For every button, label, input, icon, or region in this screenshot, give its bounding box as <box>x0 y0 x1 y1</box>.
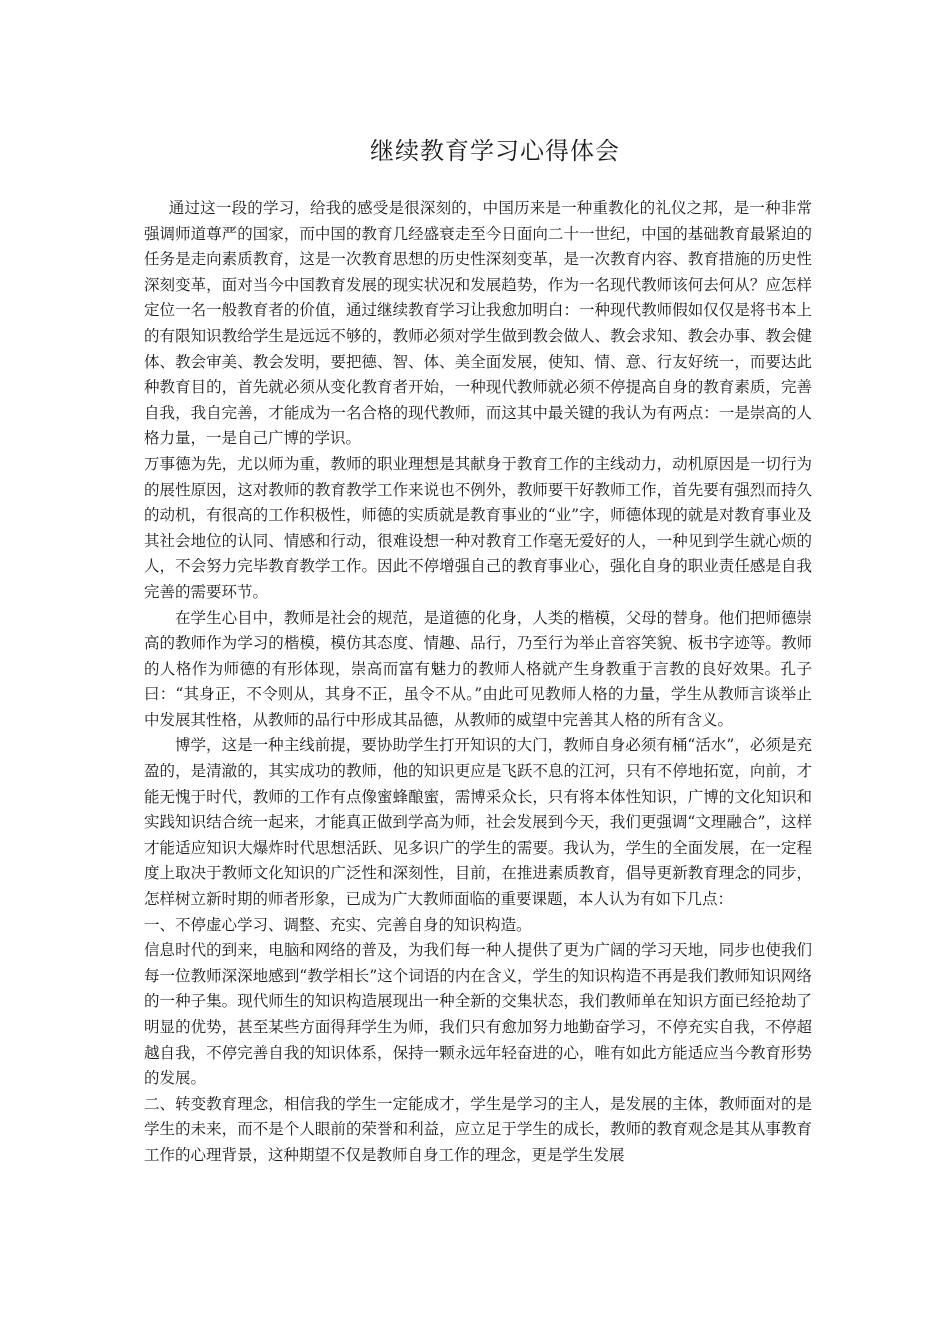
paragraph-ethics: 万事德为先，尤以师为重，教师的职业理想是其献身于教育工作的主线动力，动机原因是一切行为的展性原因，这对教师的教育教学工作来说也不例外，教师要干好教师工作，首先要有强烈而持久的动机，有很高的工作积极性，师德的实质就是教育事业的“业”字，师德体现的就是对教育事业及其社会地位的认同、情感和行动，很难设想一种对教育工作毫无爱好的人，一种见到学生就心烦的人，不会努力完毕教育教学工作。因此不停增强自己的教育事业心，强化自身的职业责任感是自我完善的需要环节。 <box>144 454 812 601</box>
paragraph-intro: 通过这一段的学习，给我的感受是很深刻的，中国历来是一种重教化的礼仪之邦，是一种非常强调师道尊严的国家，而中国的教育几经盛衰走至今日面向二十一世纪，中国的基础教育最紧迫的任务是走向素质教育，这是一次教育思想的历史性深刻变革，是一次教育内容、教育措施的历史性深刻变革，面对当今中国教育发展的现实状况和发展趋势，作为一名现代教师该何去何从？应怎样定位一名一般教育者的价值，通过继续教育学习让我愈加明白：一种现代教师假如仅仅是将书本上的有限知识教给学生是远远不够的，教师必须对学生做到教会做人、教会求知、教会办事、教会健体、教会审美、教会发明，要把德、智、体、美全面发展，使知、情、意、行友好统一，而要达此种教育目的，首先就必须从变化教育者开始，一种现代教师就必须不停提高自身的教育素质，完善自我，我自完善，才能成为一名合格的现代教师，而这其中最关键的我认为有两点：一是崇高的人格力量，一是自己广博的学识。 <box>144 199 812 448</box>
paragraph-point-one-heading: 一、不停虚心学习、调整、充实、完善自身的知识构造。 <box>144 915 532 934</box>
paragraph-learning: 博学，这是一种主线前提，要协助学生打开知识的大门，教师自身必须有桶“活水”，必须是充盈的，是清澈的，其实成功的教师，他的知识更应是飞跃不息的江河，只有不停地拓宽，向前，才能无愧于时代，教师的工作有点像蜜蜂酿蜜，需博采众长，只有将本体性知识，广博的文化知识和实践知识结合统一起来，才能真正做到学高为师，社会发展到今天，我们更强调“文理融合”，这样才能适应知识大爆炸时代思想活跃、见多识广的学生的需要。我认为，学生的全面发展，在一定程度上取决于教师文化知识的广泛性和深刻性，目前，在推进素质教育，倡导更新教育理念的同步，怎样树立新时期的师者形象，已成为广大教师面临的重要课题，本人认为有如下几点： <box>144 736 812 909</box>
paragraph-point-two: 二、转变教育理念，相信我的学生一定能成才，学生是学习的主人，是发展的主体，教师面对的是学生的未来，而不是个人眼前的荣誉和利益，应立足于学生的成长，教师的教育观念是其从事教育工作的心理背景，这种期望不仅是教师自身工作的理念，更是学生发展 <box>144 1094 812 1164</box>
paragraph-point-one-body: 信息时代的到来，电脑和网络的普及，为我们每一种人提供了更为广阔的学习天地，同步也使我们每一位教师深深地感到“教学相长”这个词语的内在含义，学生的知识构造不再是我们教师知识网络的一种子集。现代师生的知识构造展现出一种全新的交集状态，我们教师单在知识方面已经抢劫了明显的优势，甚至某些方面得拜学生为师，我们只有愈加努力地勤奋学习，不停充实自我，不停超越自我，不停完善自我的知识体系，保持一颗永远年轻奋进的心，唯有如此方能适应当今教育形势的发展。 <box>144 941 812 1088</box>
document-body <box>144 196 812 1169</box>
document-title: 继续教育学习心得体会 <box>370 137 620 165</box>
paragraph-role-model: 在学生心目中，教师是社会的规范，是道德的化身，人类的楷模，父母的替身。他们把师德崇高的教师作为学习的楷模，模仿其态度、情趣、品行，乃至行为举止音容笑貌、板书字迹等。教师的人格作为师德的有形体现，崇高而富有魅力的教师人格就产生身教重于言教的良好效果。孔子曰：“其身正，不令则从，其身不正，虽令不从。”由此可见教师人格的力量，学生从教师言谈举止中发展其性格，从教师的品行中形成其品德，从教师的威望中完善其人格的所有含义。 <box>144 608 812 729</box>
